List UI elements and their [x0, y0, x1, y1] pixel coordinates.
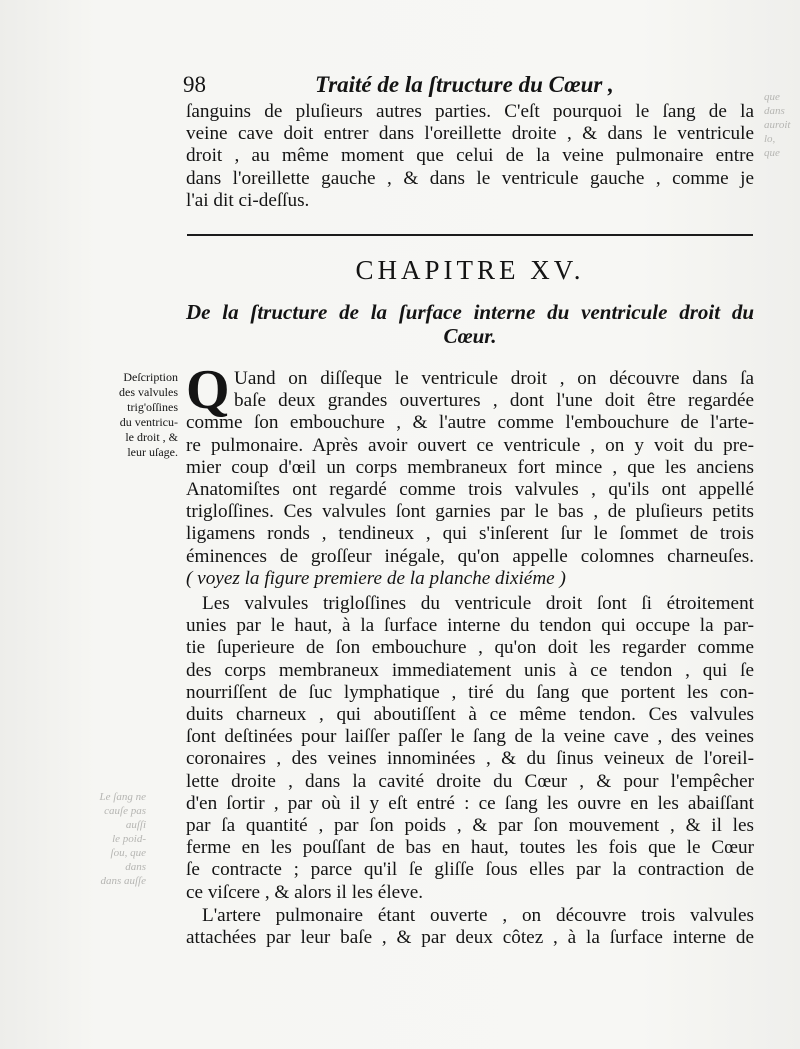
paragraph-1 [186, 368, 754, 590]
bleed-line: Le ſang ne [99, 791, 146, 803]
running-header [183, 72, 753, 98]
text-line: dans l'oreillette gauche , & dans le ventricule gauche , comme je [186, 167, 754, 189]
text-line: l'ai dit ci-deſſus. [186, 189, 310, 211]
drop-initial: Q [186, 359, 230, 421]
text-line: ſont deſtinées pour laiſſer paſſer le ſang de la veine cave , des veines [186, 726, 754, 748]
chapter-heading: CHAPITRE XV. [355, 255, 585, 285]
text-line: des corps membraneux immediatement unis à ce tendon , qui ſe [186, 659, 754, 681]
text-line: tie ſuperieure de ſon embouchure , qu'on doit les regarder comme [186, 637, 754, 659]
margin-note-line: leur uſage. [127, 445, 178, 459]
text-line: ſanguins de pluſieurs autres parties. C'eſt pourquoi le ſang de la [186, 101, 754, 122]
text-line: par ſa quantité , par ſon poids , & par ſon mouvement , & il les [186, 815, 754, 837]
bleed-line: que [764, 147, 780, 159]
bleed-through-text-left [86, 790, 146, 888]
margin-note-line: des valvules [119, 385, 178, 399]
subtitle-line: De la ſtructure de la ſurface interne du ventricule droit du [186, 300, 754, 324]
text-line: droit , au même moment que celui de la veine pulmonaire entre [186, 145, 754, 167]
text-line: ferme en les pouſſant de bas en haut, toutes les fois que le Cœur [186, 837, 754, 859]
text-line: éminences de groſſeur inégale, qu'on appelle colomnes charneuſes. [186, 545, 754, 567]
paragraph-3 [186, 905, 754, 949]
bleed-line: auſſi [125, 819, 146, 831]
text-line: coronaires , des veines innominées , & du ſinus veineux de l'oreil- [186, 748, 754, 770]
bleed-line: le poid- [112, 833, 146, 845]
text-line: ſe contracte ; parce qu'il ſe gliſſe ſous elles par la contraction de [186, 859, 754, 881]
text-line: comme ſon embouchure , & l'autre comme l'embouchure de l'arte- [186, 412, 754, 434]
text-line: Uand on diſſeque le ventricule droit , on découvre dans ſa [234, 368, 754, 389]
text-line: lette droite , dans la cavité droite du Cœur , & pour l'empêcher [186, 770, 754, 792]
paragraph-2 [186, 593, 754, 904]
text-line: d'en ſortir , par où il y eſt entré : ce ſang les ouvre en les abaiſſant [186, 792, 754, 814]
subtitle-line: Cœur. [443, 324, 497, 348]
text-line: duits charneux , qui aboutiſſent à ce même tendon. Ces valvules [186, 704, 754, 726]
chapter-divider-rule [187, 234, 753, 236]
bleed-line: dans [764, 105, 785, 117]
text-line: L'artere pulmonaire étant ouverte , on découvre trois valvules [202, 905, 754, 926]
margin-note-line: trig'oſſines [127, 400, 178, 414]
text-line: mier coup d'œil un corps membraneux fort mince , que les anciens [186, 456, 754, 478]
bleed-line: que [764, 91, 780, 103]
text-line: trigloſſines. Ces valvules ſont garnies par le bas , de pluſieurs petits [186, 501, 754, 523]
text-line: baſe deux grandes ouvertures , dont l'une doit être regardée [234, 390, 754, 412]
margin-note-line: le droit , & [125, 430, 178, 444]
text-line: attachées par leur baſe , & par deux côtez , à la ſurface interne de [186, 927, 754, 949]
bleed-line: cauſe pas [104, 805, 146, 817]
chapter-subtitle [186, 300, 754, 348]
bleed-line: lo, [764, 133, 776, 145]
text-line: Anatomiſtes ont regardé comme trois valvules , qu'ils ont appellé [186, 479, 754, 501]
running-title: Traité de la ſtructure du Cœur , [315, 72, 614, 97]
bleed-line: auroit [764, 119, 791, 131]
margin-note-line: du ventricu- [119, 415, 178, 429]
text-line: re pulmonaire. Après avoir ouvert ce ventricule , on y voit du pre- [186, 434, 754, 456]
bleed-through-text-right [764, 90, 800, 160]
continuation-paragraph [186, 101, 754, 212]
text-line: nourriſſent de ſuc lymphatique , tiré du ſang que portent les con- [186, 681, 754, 703]
bleed-line: ſou, que [110, 847, 146, 859]
margin-note-line: Deſcription [123, 370, 178, 384]
bleed-line: dans [125, 861, 146, 873]
text-line: Les valvules trigloſſines du ventricule droit ſont ſi étroitement [202, 593, 754, 614]
page-number: 98 [183, 72, 206, 97]
text-line: ligamens ronds , tendineux , qui s'inſerent ſur le ſommet de trois [186, 523, 754, 545]
text-line: veine cave doit entrer dans l'oreillette droite , & dans le ventricule [186, 123, 754, 145]
text-line: unies par le haut, à la ſurface interne du tendon qui occupe la par- [186, 615, 754, 637]
text-line: ce viſcere , & alors il les éleve. [186, 881, 424, 903]
margin-note [112, 370, 178, 460]
bleed-line: dans auſſe [100, 875, 146, 887]
figure-reference: ( voyez la figure premiere de la planche dixiéme ) [186, 567, 566, 589]
